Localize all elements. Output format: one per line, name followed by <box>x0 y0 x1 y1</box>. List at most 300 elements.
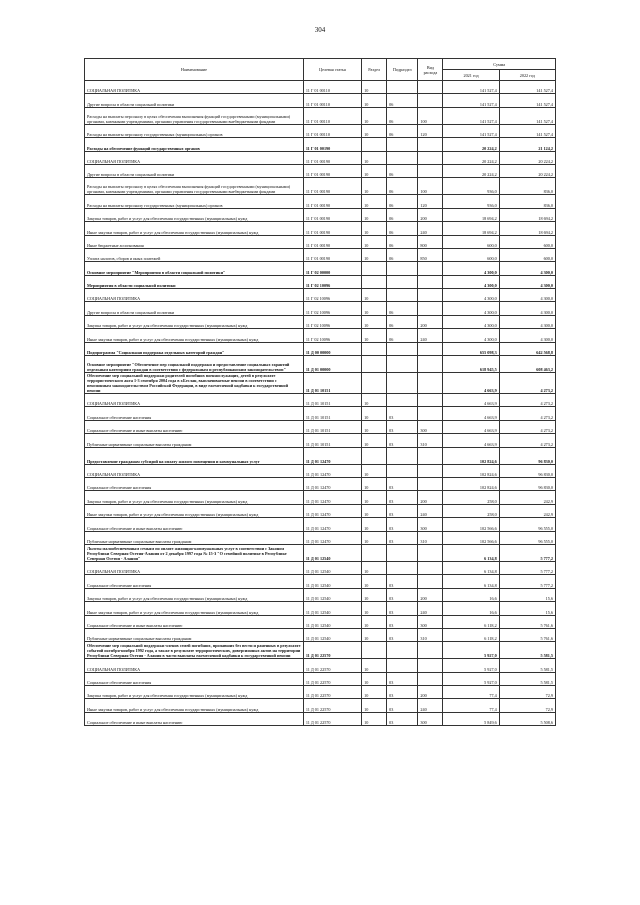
row-expense-type <box>418 151 443 164</box>
row-sum-year-2: 600,0 <box>499 235 555 248</box>
row-subsection: 03 <box>387 615 418 628</box>
row-section: 10 <box>362 394 387 407</box>
row-expense-type <box>418 289 443 302</box>
table-row <box>85 138 556 151</box>
table-row <box>85 615 556 628</box>
row-expense-type <box>418 672 443 685</box>
table-row <box>85 151 556 164</box>
table-row <box>85 178 556 195</box>
row-sum-year-1: 77,4 <box>443 686 499 699</box>
row-name: СОЦИАЛЬНАЯ ПОЛИТИКА <box>85 289 304 302</box>
row-section: 10 <box>362 94 387 107</box>
row-sum-year-2: 642 568,8 <box>499 342 555 355</box>
row-expense-type: 200 <box>418 208 443 221</box>
row-sum-year-1: 4 663,9 <box>443 434 499 447</box>
row-target: 11 Д 01 12470 <box>303 504 361 517</box>
row-target: 11 Г 01 00190 <box>303 235 361 248</box>
table-row <box>85 447 556 464</box>
row-sum-year-1: 4 663,9 <box>443 373 499 394</box>
row-subsection <box>387 289 418 302</box>
row-sum-year-1: 4 663,9 <box>443 407 499 420</box>
row-sum-year-2: 4 300,0 <box>499 315 555 328</box>
row-name: Предоставление гражданам субсидий на оплату жилого помещения и коммунальных услуг <box>85 447 304 464</box>
row-name: Другие вопросы в области социальной политики <box>85 164 304 177</box>
table-row <box>85 434 556 447</box>
table-row <box>85 420 556 433</box>
row-name: Иные бюджетные ассигнования <box>85 235 304 248</box>
row-sum-year-1: 4 300,0 <box>443 262 499 275</box>
row-sum-year-2: 5 581,5 <box>499 672 555 685</box>
row-sum-year-2: 20 224,2 <box>499 164 555 177</box>
row-subsection <box>387 151 418 164</box>
row-subsection <box>387 342 418 355</box>
row-name: СОЦИАЛЬНАЯ ПОЛИТИКА <box>85 561 304 574</box>
row-subsection: 03 <box>387 686 418 699</box>
row-target: 11 Д 01 12540 <box>303 588 361 601</box>
row-target: 11 Г 01 00110 <box>303 107 361 124</box>
row-subsection <box>387 262 418 275</box>
row-expense-type: 240 <box>418 329 443 342</box>
row-sum-year-1: 936,0 <box>443 195 499 208</box>
row-subsection: 03 <box>387 504 418 517</box>
row-name: СОЦИАЛЬНАЯ ПОЛИТИКА <box>85 394 304 407</box>
row-sum-year-1: 141 527,4 <box>443 107 499 124</box>
row-name: Закупка товаров, работ и услуг для обеспечения государственных (муниципальных) нужд <box>85 315 304 328</box>
row-expense-type: 300 <box>418 712 443 725</box>
row-section: 10 <box>362 151 387 164</box>
row-target: 11 Д 01 12540 <box>303 561 361 574</box>
row-subsection: 06 <box>387 124 418 137</box>
row-section <box>362 342 387 355</box>
row-expense-type: 310 <box>418 434 443 447</box>
row-sum-year-2: 5 581,5 <box>499 659 555 672</box>
table-header <box>85 59 556 81</box>
row-name: Основное мероприятие "Обеспечение мер социальной поддержки и предоставление социальных гарантий отдельным категориям граждан в соответствии с федеральным и республиканским законодательством" <box>85 356 304 373</box>
row-name: Уплата налогов, сборов и иных платежей <box>85 248 304 261</box>
row-name: Иные закупки товаров, работ и услуг для обеспечения государственных (муниципальных) нужд <box>85 222 304 235</box>
row-expense-type: 240 <box>418 602 443 615</box>
row-name: Обеспечение мер социальной поддержки членов семей погибших, пропавших без вести и раненных в результате событий октября-ноября 1992 года, а также в результате террористических, диверсионных актов на территории Республики Северная Осетия - Алания в части выплаты ежемесячной надбавки к государственной пенсии <box>85 642 304 659</box>
table-row <box>85 275 556 288</box>
table-row <box>85 315 556 328</box>
row-subsection: 03 <box>387 588 418 601</box>
row-subsection: 03 <box>387 491 418 504</box>
row-target: 11 Г 02 10096 <box>303 289 361 302</box>
table-row <box>85 531 556 544</box>
row-subsection <box>387 447 418 464</box>
row-subsection: 06 <box>387 164 418 177</box>
table-row <box>85 208 556 221</box>
row-sum-year-2: 4 273,2 <box>499 434 555 447</box>
row-sum-year-2: 4 300,0 <box>499 289 555 302</box>
row-section: 10 <box>362 575 387 588</box>
row-sum-year-2: 4 273,2 <box>499 394 555 407</box>
row-expense-type: 310 <box>418 628 443 641</box>
row-target: 11 Д 01 10151 <box>303 394 361 407</box>
row-sum-year-2: 5 581,5 <box>499 642 555 659</box>
table-row <box>85 302 556 315</box>
row-sum-year-1: 6 118,2 <box>443 628 499 641</box>
table-row <box>85 561 556 574</box>
row-target: 11 Д 01 22570 <box>303 642 361 659</box>
table-row <box>85 248 556 261</box>
table-row <box>85 642 556 659</box>
header-subsection: Подраздел <box>387 59 418 81</box>
row-target: 11 Г 01 00190 <box>303 164 361 177</box>
row-expense-type: 100 <box>418 178 443 195</box>
row-sum-year-1: 20 224,2 <box>443 151 499 164</box>
row-target: 11 Д 01 12470 <box>303 464 361 477</box>
table-row <box>85 94 556 107</box>
row-section <box>362 262 387 275</box>
row-section <box>362 275 387 288</box>
row-name: СОЦИАЛЬНАЯ ПОЛИТИКА <box>85 81 304 94</box>
row-expense-type: 300 <box>418 518 443 531</box>
row-name: Социальное обеспечение и иные выплаты населению <box>85 712 304 725</box>
table-body <box>85 81 556 726</box>
row-expense-type: 200 <box>418 315 443 328</box>
row-section: 10 <box>362 518 387 531</box>
row-sum-year-2: 72,9 <box>499 686 555 699</box>
row-name: Публичные нормативные социальные выплаты гражданам <box>85 628 304 641</box>
row-expense-type: 240 <box>418 504 443 517</box>
row-subsection: 03 <box>387 575 418 588</box>
row-sum-year-1: 6 134,8 <box>443 544 499 561</box>
row-expense-type: 240 <box>418 699 443 712</box>
row-section: 10 <box>362 561 387 574</box>
row-sum-year-2: 96 555,0 <box>499 518 555 531</box>
row-sum-year-2: 15,6 <box>499 602 555 615</box>
row-section: 10 <box>362 107 387 124</box>
row-section: 10 <box>362 248 387 261</box>
row-sum-year-1: 600,0 <box>443 248 499 261</box>
row-section <box>362 544 387 561</box>
row-sum-year-1: 600,0 <box>443 235 499 248</box>
row-sum-year-2: 4 273,2 <box>499 373 555 394</box>
row-name: Другие вопросы в области социальной политики <box>85 94 304 107</box>
row-subsection: 06 <box>387 107 418 124</box>
row-sum-year-1: 141 527,4 <box>443 94 499 107</box>
row-expense-type: 300 <box>418 615 443 628</box>
row-sum-year-1: 102 566,6 <box>443 531 499 544</box>
header-section: Раздел <box>362 59 387 81</box>
row-section: 10 <box>362 477 387 490</box>
table-row <box>85 342 556 355</box>
row-sum-year-1: 4 663,9 <box>443 420 499 433</box>
row-sum-year-1: 4 300,0 <box>443 315 499 328</box>
row-subsection <box>387 356 418 373</box>
row-target: 11 Д 01 12470 <box>303 518 361 531</box>
table-row <box>85 81 556 94</box>
row-subsection: 03 <box>387 434 418 447</box>
row-expense-type <box>418 394 443 407</box>
row-expense-type <box>418 659 443 672</box>
table-row <box>85 686 556 699</box>
header-year-2: 2022 год <box>499 70 555 81</box>
row-sum-year-2: 96 830,0 <box>499 447 555 464</box>
row-subsection: 03 <box>387 531 418 544</box>
row-section: 10 <box>362 491 387 504</box>
row-section <box>362 356 387 373</box>
row-name: Публичные нормативные социальные выплаты гражданам <box>85 434 304 447</box>
row-sum-year-1: 4 300,0 <box>443 275 499 288</box>
header-year-1: 2021 год <box>443 70 499 81</box>
row-sum-year-1: 141 527,4 <box>443 124 499 137</box>
row-sum-year-1: 258,0 <box>443 491 499 504</box>
row-name: Иные закупки товаров, работ и услуг для обеспечения государственных (муниципальных) нужд <box>85 329 304 342</box>
row-expense-type <box>418 575 443 588</box>
row-name: Иные закупки товаров, работ и услуг для обеспечения государственных (муниципальных) нужд <box>85 504 304 517</box>
row-expense-type <box>418 262 443 275</box>
header-name: Наименование <box>85 59 304 81</box>
row-target: 11 Д 01 12470 <box>303 477 361 490</box>
row-section: 10 <box>362 315 387 328</box>
row-target: 11 Д 01 12540 <box>303 544 361 561</box>
row-sum-year-2: 4 273,2 <box>499 407 555 420</box>
row-name: Закупка товаров, работ и услуг для обеспечения государственных (муниципальных) нужд <box>85 491 304 504</box>
row-target: 11 Г 01 00190 <box>303 248 361 261</box>
table-row <box>85 659 556 672</box>
row-section: 10 <box>362 628 387 641</box>
row-target: 11 Г 01 00190 <box>303 138 361 151</box>
table-row <box>85 712 556 725</box>
row-section: 10 <box>362 602 387 615</box>
row-subsection: 06 <box>387 315 418 328</box>
row-subsection: 06 <box>387 178 418 195</box>
row-subsection: 06 <box>387 235 418 248</box>
row-section: 10 <box>362 178 387 195</box>
row-sum-year-2: 21 124,2 <box>499 138 555 151</box>
row-target: 11 Д 01 00000 <box>303 356 361 373</box>
table-row <box>85 195 556 208</box>
row-target: 11 Г 01 00110 <box>303 124 361 137</box>
row-name: Социальное обеспечение и иные выплаты населению <box>85 420 304 433</box>
row-section: 10 <box>362 289 387 302</box>
row-target: 11 Д 01 22570 <box>303 699 361 712</box>
row-subsection: 03 <box>387 712 418 725</box>
row-expense-type: 850 <box>418 248 443 261</box>
table-row <box>85 544 556 561</box>
row-expense-type <box>418 407 443 420</box>
table-row <box>85 164 556 177</box>
row-sum-year-2: 4 273,2 <box>499 420 555 433</box>
row-expense-type <box>418 138 443 151</box>
row-section: 10 <box>362 615 387 628</box>
row-expense-type: 800 <box>418 235 443 248</box>
table-row <box>85 407 556 420</box>
table-row <box>85 373 556 394</box>
row-expense-type <box>418 373 443 394</box>
row-sum-year-1: 936,0 <box>443 178 499 195</box>
row-section: 10 <box>362 81 387 94</box>
table-row <box>85 394 556 407</box>
row-expense-type: 200 <box>418 686 443 699</box>
row-name: Закупка товаров, работ и услуг для обеспечения государственных (муниципальных) нужд <box>85 588 304 601</box>
table-row <box>85 464 556 477</box>
row-sum-year-2: 20 224,2 <box>499 151 555 164</box>
row-sum-year-1: 5 927,0 <box>443 642 499 659</box>
row-sum-year-2: 4 300,0 <box>499 302 555 315</box>
row-name: Льготы малообеспеченным семьям по оплате жилищно-коммунальных услуг в соответствии с Законом Республики Северная Осетия-Алания от 2 декабря 1997 года № 15-З "О семейной политике в Республике Северная Осетия - Алания" <box>85 544 304 561</box>
row-subsection <box>387 394 418 407</box>
row-expense-type <box>418 342 443 355</box>
row-section: 10 <box>362 464 387 477</box>
table-row <box>85 699 556 712</box>
row-name: Мероприятия в области социальной политики <box>85 275 304 288</box>
row-subsection: 03 <box>387 699 418 712</box>
row-expense-type: 200 <box>418 588 443 601</box>
table-row <box>85 329 556 342</box>
row-subsection: 06 <box>387 195 418 208</box>
row-section: 10 <box>362 659 387 672</box>
row-name: Закупка товаров, работ и услуг для обеспечения государственных (муниципальных) нужд <box>85 686 304 699</box>
row-sum-year-2: 141 527,4 <box>499 81 555 94</box>
row-target: 11 Д 01 12540 <box>303 575 361 588</box>
row-sum-year-2: 18 694,2 <box>499 222 555 235</box>
row-sum-year-1: 4 300,0 <box>443 329 499 342</box>
row-sum-year-2: 96 830,0 <box>499 464 555 477</box>
row-subsection: 06 <box>387 329 418 342</box>
row-section: 10 <box>362 208 387 221</box>
row-sum-year-1: 5 927,0 <box>443 672 499 685</box>
row-name: Публичные нормативные социальные выплаты гражданам <box>85 531 304 544</box>
table-row <box>85 356 556 373</box>
row-expense-type: 100 <box>418 107 443 124</box>
row-sum-year-1: 5 927,0 <box>443 659 499 672</box>
row-section <box>362 138 387 151</box>
row-expense-type <box>418 356 443 373</box>
row-subsection <box>387 561 418 574</box>
row-sum-year-2: 600,0 <box>499 248 555 261</box>
header-expense-type: Вид расхода <box>418 59 443 81</box>
row-expense-type <box>418 561 443 574</box>
row-section: 10 <box>362 329 387 342</box>
table-row <box>85 222 556 235</box>
budget-table <box>84 58 556 726</box>
row-target: 11 Д 01 12470 <box>303 491 361 504</box>
row-expense-type: 300 <box>418 420 443 433</box>
row-sum-year-1: 16,6 <box>443 602 499 615</box>
row-name: Социальное обеспечение населения <box>85 407 304 420</box>
row-target: 11 Д 01 22570 <box>303 712 361 725</box>
row-name: Расходы на обеспечение функций государственных органов <box>85 138 304 151</box>
row-sum-year-1: 18 694,2 <box>443 208 499 221</box>
row-target: 11 Г 02 10096 <box>303 329 361 342</box>
row-expense-type: 310 <box>418 531 443 544</box>
row-name: СОЦИАЛЬНАЯ ПОЛИТИКА <box>85 659 304 672</box>
table-row <box>85 575 556 588</box>
row-expense-type: 200 <box>418 491 443 504</box>
row-name: Социальное обеспечение и иные выплаты населению <box>85 615 304 628</box>
row-name: Обеспечение мер социальной поддержки родителей погибших военнослужащих, детей в результате террористического акта 1-3 сентября 2004 года в г.Беслан, выплачиваемые пенсии в соответствии с пенсионным законодательством Российской Федерации, в виде ежемесячной надбавки к государственной пенсии <box>85 373 304 394</box>
row-sum-year-2: 4 300,0 <box>499 262 555 275</box>
row-target: 11 Г 01 00110 <box>303 94 361 107</box>
header-sum: Сумма <box>443 59 556 70</box>
row-name: Социальное обеспечение населения <box>85 477 304 490</box>
row-name: Социальное обеспечение населения <box>85 672 304 685</box>
row-sum-year-1: 77,4 <box>443 699 499 712</box>
table-row <box>85 628 556 641</box>
row-sum-year-2: 608 463,2 <box>499 356 555 373</box>
row-subsection <box>387 464 418 477</box>
budget-table-container <box>84 58 556 726</box>
row-target: 11 Г 01 00110 <box>303 81 361 94</box>
row-expense-type <box>418 94 443 107</box>
row-sum-year-1: 16,6 <box>443 588 499 601</box>
row-sum-year-2: 96 555,0 <box>499 531 555 544</box>
row-section: 10 <box>362 531 387 544</box>
row-target: 11 Г 01 00190 <box>303 195 361 208</box>
table-row <box>85 672 556 685</box>
row-sum-year-1: 655 098,3 <box>443 342 499 355</box>
row-name: Социальное обеспечение населения <box>85 575 304 588</box>
row-section: 10 <box>362 672 387 685</box>
row-name: Иные закупки товаров, работ и услуг для обеспечения государственных (муниципальных) нужд <box>85 602 304 615</box>
table-row <box>85 588 556 601</box>
table-row <box>85 504 556 517</box>
row-sum-year-2: 5 777,2 <box>499 575 555 588</box>
row-subsection <box>387 81 418 94</box>
table-row <box>85 124 556 137</box>
row-section: 10 <box>362 686 387 699</box>
row-sum-year-1: 102 824,6 <box>443 447 499 464</box>
row-expense-type <box>418 464 443 477</box>
row-name: Социальное обеспечение и иные выплаты населению <box>85 518 304 531</box>
row-expense-type <box>418 81 443 94</box>
row-sum-year-2: 5 777,2 <box>499 561 555 574</box>
table-row <box>85 107 556 124</box>
row-subsection: 06 <box>387 222 418 235</box>
row-sum-year-1: 6 134,8 <box>443 575 499 588</box>
row-sum-year-1: 20 224,2 <box>443 138 499 151</box>
row-name: Закупка товаров, работ и услуг для обеспечения государственных (муниципальных) нужд <box>85 208 304 221</box>
row-name: Основное мероприятие "Мероприятия в области социальной политики" <box>85 262 304 275</box>
row-sum-year-1: 4 300,0 <box>443 289 499 302</box>
row-target: 11 Д 01 12470 <box>303 531 361 544</box>
row-target: 11 Д 01 22570 <box>303 686 361 699</box>
row-section: 10 <box>362 588 387 601</box>
row-expense-type <box>418 302 443 315</box>
row-subsection: 03 <box>387 602 418 615</box>
row-section: 10 <box>362 235 387 248</box>
row-target: 11 Д 00 00000 <box>303 342 361 355</box>
row-sum-year-2: 4 300,0 <box>499 329 555 342</box>
row-subsection <box>387 642 418 659</box>
row-expense-type <box>418 164 443 177</box>
row-sum-year-1: 6 118,2 <box>443 615 499 628</box>
row-subsection: 06 <box>387 94 418 107</box>
row-subsection <box>387 659 418 672</box>
row-target: 11 Д 01 10151 <box>303 420 361 433</box>
row-name: Другие вопросы в области социальной политики <box>85 302 304 315</box>
table-row <box>85 262 556 275</box>
row-subsection <box>387 544 418 561</box>
row-target: 11 Д 01 22570 <box>303 659 361 672</box>
row-expense-type: 240 <box>418 222 443 235</box>
row-sum-year-1: 4 663,9 <box>443 394 499 407</box>
row-target: 11 Г 02 10096 <box>303 275 361 288</box>
row-sum-year-2: 5 761,6 <box>499 628 555 641</box>
row-target: 11 Г 02 10096 <box>303 302 361 315</box>
row-subsection: 03 <box>387 420 418 433</box>
table-row <box>85 235 556 248</box>
row-name: Иные закупки товаров, работ и услуг для обеспечения государственных (муниципальных) нужд <box>85 699 304 712</box>
row-sum-year-1: 4 300,0 <box>443 302 499 315</box>
row-section: 10 <box>362 712 387 725</box>
row-target: 11 Д 01 10151 <box>303 407 361 420</box>
row-section: 10 <box>362 124 387 137</box>
row-sum-year-1: 18 694,2 <box>443 222 499 235</box>
